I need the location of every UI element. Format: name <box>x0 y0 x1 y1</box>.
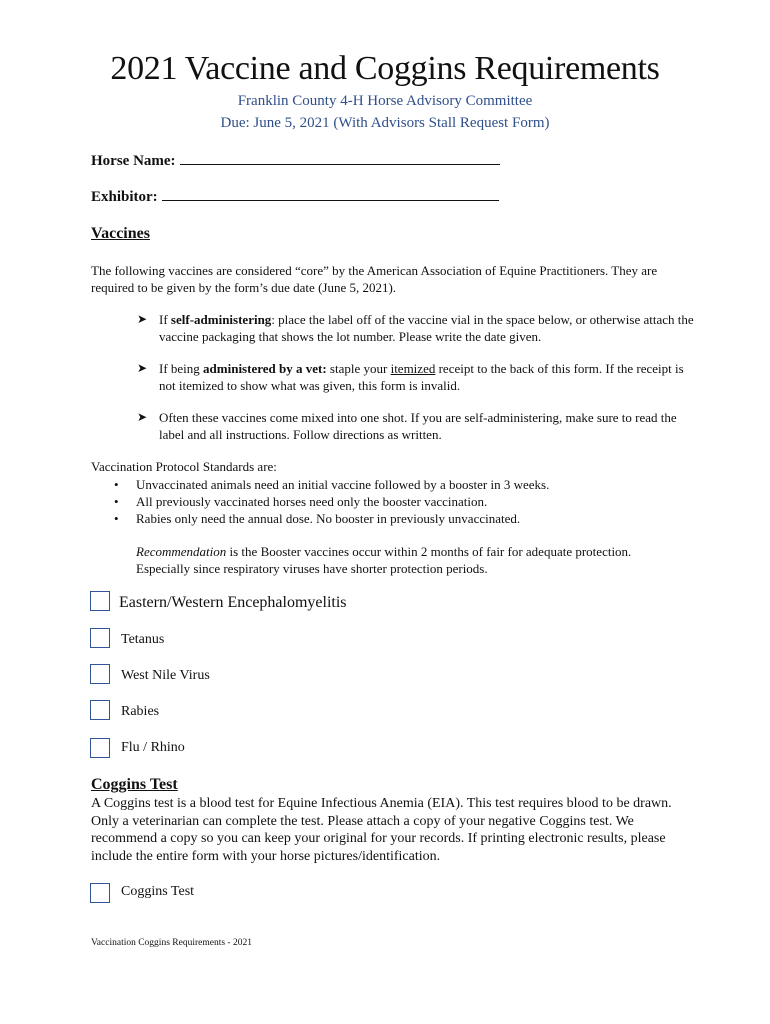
checkbox-west-nile[interactable] <box>90 664 110 684</box>
bullet-icon: • <box>114 494 119 509</box>
checkbox-flu-rhino[interactable] <box>90 738 110 758</box>
recommendation-italic: Recommendation <box>136 544 227 559</box>
bullet-icon: • <box>114 477 119 492</box>
checkbox-encephalomyelitis[interactable] <box>90 591 110 611</box>
checkbox-coggins-test[interactable] <box>90 883 110 903</box>
exhibitor-label: Exhibitor: <box>91 189 158 205</box>
arrow-item-self-admin <box>137 311 699 345</box>
list-item-text: Rabies only need the annual dose. No booster in previously unvaccinated. <box>136 511 521 526</box>
arrow-text: staple your <box>326 361 391 376</box>
checkbox-tetanus[interactable] <box>90 628 110 648</box>
list-item-text: Unvaccinated animals need an initial vaccine followed by a booster in 3 weeks. <box>136 477 550 492</box>
arrow-text: If <box>159 312 171 327</box>
exhibitor-field <box>91 186 499 206</box>
arrow-bullet-icon: ➤ <box>137 410 148 424</box>
checkbox-label: West Nile Virus <box>121 668 210 683</box>
checkbox-label: Coggins Test <box>121 884 195 899</box>
arrow-item-vet <box>137 360 699 394</box>
list-item-text: All previously vaccinated horses need only the booster vaccination. <box>136 494 488 509</box>
arrow-underline: itemized <box>390 361 436 376</box>
arrow-text: receipt to the back of this form. If the receipt is not itemized to show what was given, this form is invalid. <box>159 361 684 393</box>
horse-name-field <box>91 150 500 170</box>
arrow-text: If being <box>159 361 204 376</box>
recommendation-text: is the Booster vaccines occur within 2 months of fair for adequate protection. Especially since respiratory viruses have shorter protection periods. <box>136 544 632 576</box>
page-title: 2021 Vaccine and Coggins Requirements <box>110 50 660 87</box>
list-item <box>114 493 696 510</box>
arrow-text: : place the label off of the vaccine vial in the space below, or otherwise attach the vaccine packaging that shows the lot number. Please write the date given. <box>159 312 694 344</box>
checkbox-label: Rabies <box>121 704 160 719</box>
horse-name-line[interactable] <box>180 150 500 165</box>
due-date-subtitle: Due: June 5, 2021 (With Advisors Stall Request Form) <box>220 115 550 131</box>
list-item <box>114 476 696 493</box>
page-footer: Vaccination Coggins Requirements - 2021 <box>91 938 252 948</box>
vaccines-heading: Vaccines <box>91 225 150 242</box>
checkbox-label: Eastern/Western Encephalomyelitis <box>119 594 347 611</box>
checkbox-label: Flu / Rhino <box>121 740 185 755</box>
coggins-heading: Coggins Test <box>91 776 178 793</box>
checkbox-label: Tetanus <box>121 632 165 647</box>
bullet-icon: • <box>114 511 119 526</box>
arrow-bullet-icon: ➤ <box>137 312 148 326</box>
standards-heading: Vaccination Protocol Standards are: <box>91 459 277 474</box>
arrow-bold: administered by a vet: <box>203 361 327 376</box>
arrow-item-mixed <box>137 409 699 443</box>
list-item <box>114 510 696 527</box>
horse-name-label: Horse Name: <box>91 153 176 169</box>
arrow-bullet-icon: ➤ <box>137 361 148 375</box>
coggins-paragraph: A Coggins test is a blood test for Equine Infectious Anemia (EIA). This test requires blood to be drawn. Only a veterinarian can complete the test. Please attach a copy of your negative Coggins test. We recommend a copy so you can keep your original for your records. If printing electronic results, please include the entire form with your horse pictures/identification. <box>91 796 672 864</box>
vaccines-intro: The following vaccines are considered “core” by the American Association of Equine Practitioners. They are required to be given by the form’s due date (June 5, 2021). <box>91 263 658 295</box>
recommendation-note <box>136 543 676 577</box>
checkbox-rabies[interactable] <box>90 700 110 720</box>
committee-subtitle: Franklin County 4-H Horse Advisory Committee <box>237 93 533 109</box>
exhibitor-line[interactable] <box>162 186 499 201</box>
arrow-bold: self-administering <box>170 312 272 327</box>
arrow-text: Often these vaccines come mixed into one shot. If you are self-administering, make sure to read the label and all instructions. Follow directions as written. <box>159 410 677 442</box>
